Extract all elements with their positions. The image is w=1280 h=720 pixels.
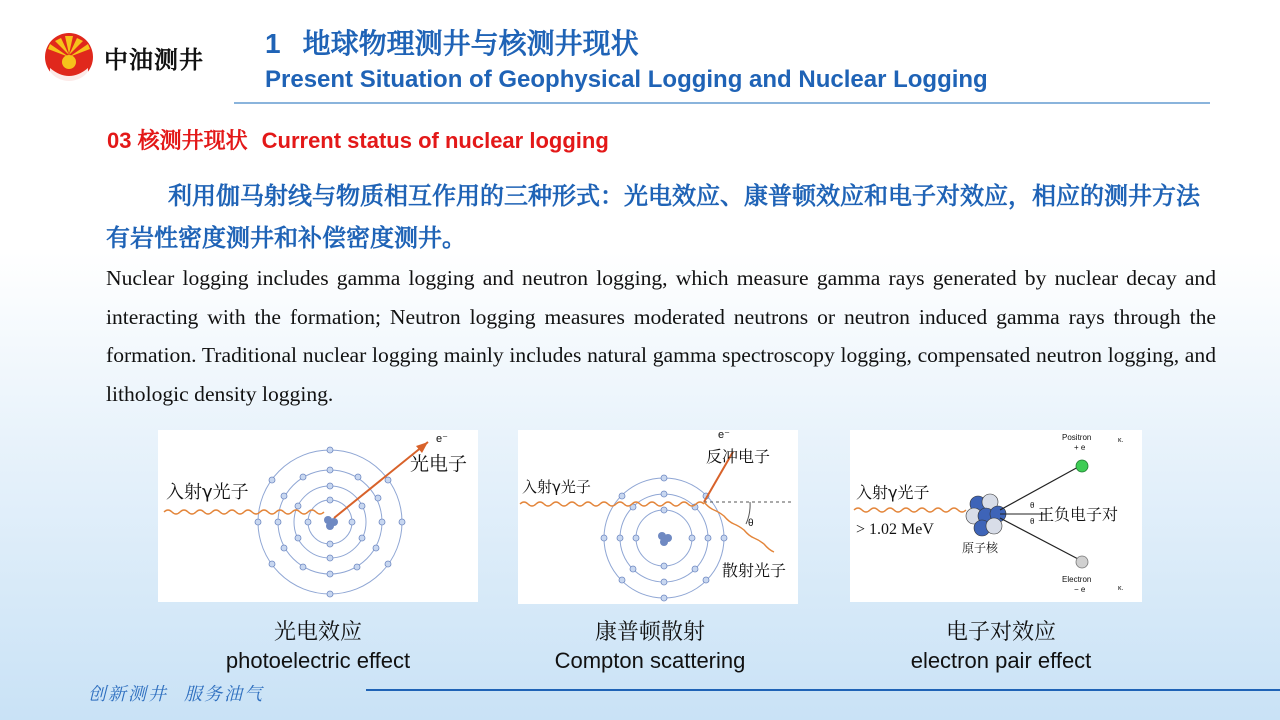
pair-caption <box>855 617 1147 675</box>
caption-en: Compton scattering <box>554 648 746 673</box>
pair-energy-label: > 1.02 MeV <box>856 521 934 538</box>
caption-en: photoelectric effect <box>225 648 411 673</box>
electron-label: Electron <box>1062 575 1092 584</box>
kappa-bottom: κ. <box>1118 585 1124 592</box>
pair-label: 正负电子对 <box>1038 505 1119 524</box>
slogan-part-b: 服务油气 <box>184 684 264 704</box>
section-heading <box>107 124 609 155</box>
section-number: 1 <box>265 28 281 59</box>
cnpc-sun-logo-icon <box>44 32 94 82</box>
compton-caption <box>510 617 790 675</box>
slogan-part-a: 创新测井 <box>88 684 168 704</box>
caption-en: electron pair effect <box>910 648 1092 673</box>
compton-incident-label: 入射γ光子 <box>522 478 591 496</box>
pair-production-figure <box>850 430 1142 602</box>
caption-cn: 光电效应 <box>273 619 362 644</box>
caption-cn: 电子对效应 <box>945 619 1056 644</box>
photoelectric-electron-label: 光电子 <box>410 453 468 475</box>
caption-cn: 康普顿散射 <box>594 619 705 644</box>
pair-incident-label: 入射γ光子 <box>856 483 930 502</box>
compton-scattered-label: 散射光子 <box>722 561 787 580</box>
section-heading-en: Current status of nuclear logging <box>261 128 609 153</box>
body-paragraph: Nuclear logging includes gamma logging and neutron logging, which measure gamma rays generated by nuclear decay and interacting with the formation; Neutron logging measures moderated neutrons or neutron induced gamma rays through the formation. Traditional nuclear logging mainly includes natural gamma spectroscopy logging, compensated neutron logging, and lithologic density logging. <box>106 266 1216 406</box>
page-title-cn <box>265 22 639 62</box>
photoelectric-caption <box>158 617 478 675</box>
footer-slogan <box>88 680 264 706</box>
lead-paragraph: 利用伽马射线与物质相互作用的三种形式：光电效应、康普顿效应和电子对效应，相应的测井方法有岩性密度测井和补偿密度测井。 <box>106 183 1200 252</box>
photoelectric-figure <box>158 430 478 602</box>
brand-name: 中油测井 <box>104 47 204 74</box>
electron-charge: − e <box>1074 585 1086 594</box>
section-heading-cn: 核测井现状 <box>137 128 248 153</box>
photoelectric-incident-label: 入射γ光子 <box>166 482 249 503</box>
title-cn-text: 地球物理测井与核测井现状 <box>302 28 639 59</box>
title-divider <box>234 102 1210 104</box>
pair-theta-top: θ <box>1030 501 1035 510</box>
brand-logo <box>44 30 224 86</box>
compton-theta: θ <box>748 518 754 529</box>
photoelectric-e-symbol: e⁻ <box>436 433 448 445</box>
footer-divider <box>366 689 1280 691</box>
positron-charge: + e <box>1074 443 1086 452</box>
pair-theta-bottom: θ <box>1030 517 1035 526</box>
positron-label: Positron <box>1062 433 1092 442</box>
compton-figure <box>518 430 798 604</box>
kappa-top: κ. <box>1118 437 1124 444</box>
compton-recoil-label: 反冲电子 <box>706 447 771 466</box>
compton-e-symbol: e⁻ <box>718 430 730 441</box>
page-title-en: Present Situation of Geophysical Logging and Nuclear Logging <box>265 66 988 93</box>
section-heading-number: 03 <box>107 128 132 153</box>
nucleus-label: 原子核 <box>962 541 999 555</box>
